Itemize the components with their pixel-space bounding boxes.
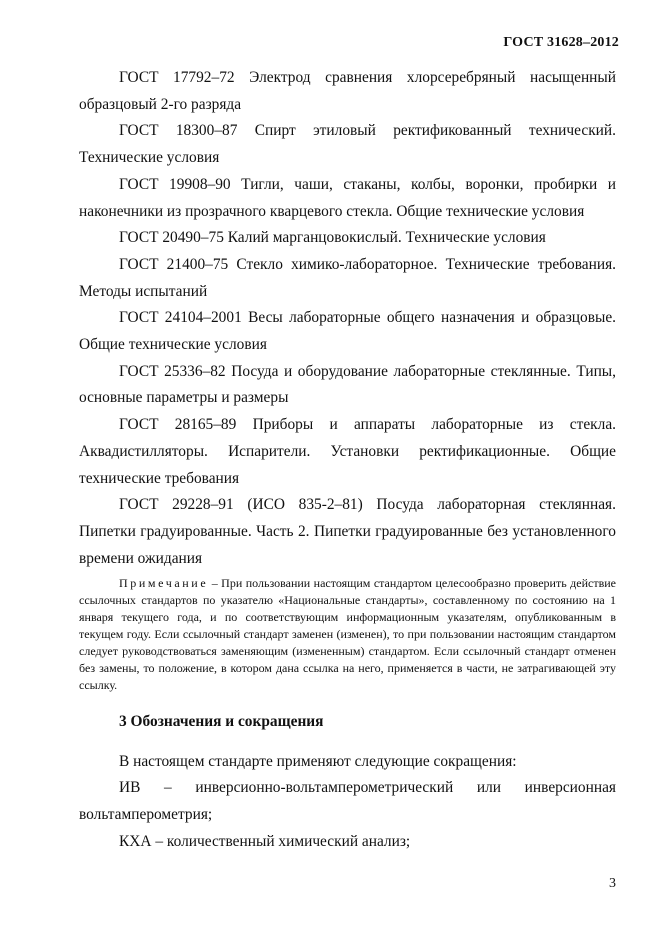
note-dash: – [208, 576, 222, 591]
section-heading: 3 Обозначения и сокращения [119, 712, 324, 730]
reference-item: ГОСТ 17792–72 Электрод сравнения хлорсеребряный насыщенный образцовый 2-го разряда [79, 69, 616, 113]
page-content [79, 65, 616, 856]
reference-item: ГОСТ 25336–82 Посуда и оборудование лабораторные стеклянные. Типы, основные параметры и размеры [79, 362, 616, 407]
document-id-header: ГОСТ 31628–2012 [503, 35, 619, 50]
abbreviation-item: КХА – количественный химический анализ; [119, 832, 411, 850]
note-paragraph [79, 575, 616, 693]
reference-item: ГОСТ 20490–75 Калий марганцовокислый. Технические условия [119, 229, 546, 247]
reference-item: ГОСТ 29228–91 (ИСО 835-2–81) Посуда лабораторная стеклянная. Пипетки градуированные. Часть 2. Пипетки градуированные без установленного времени ожидания [79, 496, 616, 567]
page-number: 3 [609, 876, 616, 891]
reference-item: ГОСТ 28165–89 Приборы и аппараты лабораторные из стекла. Аквадистилляторы. Испарители. Установки ректификационные. Общие технические требования [79, 416, 616, 487]
reference-item: ГОСТ 18300–87 Спирт этиловый ректификованный технический. Технические условия [79, 122, 616, 167]
reference-item: ГОСТ 19908–90 Тигли, чаши, стаканы, колбы, воронки, пробирки и наконечники из прозрачного кварцевого стекла. Общие технические условия [79, 175, 616, 220]
section-intro: В настоящем стандарте применяют следующие сокращения: [119, 752, 517, 770]
note-label: Примечание [119, 576, 209, 591]
abbreviation-item: ИВ – инверсионно-вольтамперометрический или инверсионная вольтамперометрия; [79, 779, 616, 824]
reference-item: ГОСТ 24104–2001 Весы лабораторные общего назначения и образцовые. Общие технические условия [79, 309, 616, 354]
note-text: При пользовании настоящим стандартом целесообразно проверить действие ссылочных стандартов по указателю «Национальные стандарты», составленному по состоянию на 1 января текущего года, и по соответствующим информационным указателям, опубликованным в текущем году. Если ссылочный стандарт заменен (изменен), то при пользовании настоящим стандартом следует руководствоваться заменяющим (измененным) стандартом. Если ссылочный стандарт отменен без замены, то положение, в котором дана ссылка на него, применяется в части, не затрагивающей эту ссылку. [79, 576, 616, 692]
reference-item: ГОСТ 21400–75 Стекло химико-лабораторное. Технические требования. Методы испытаний [79, 255, 616, 300]
